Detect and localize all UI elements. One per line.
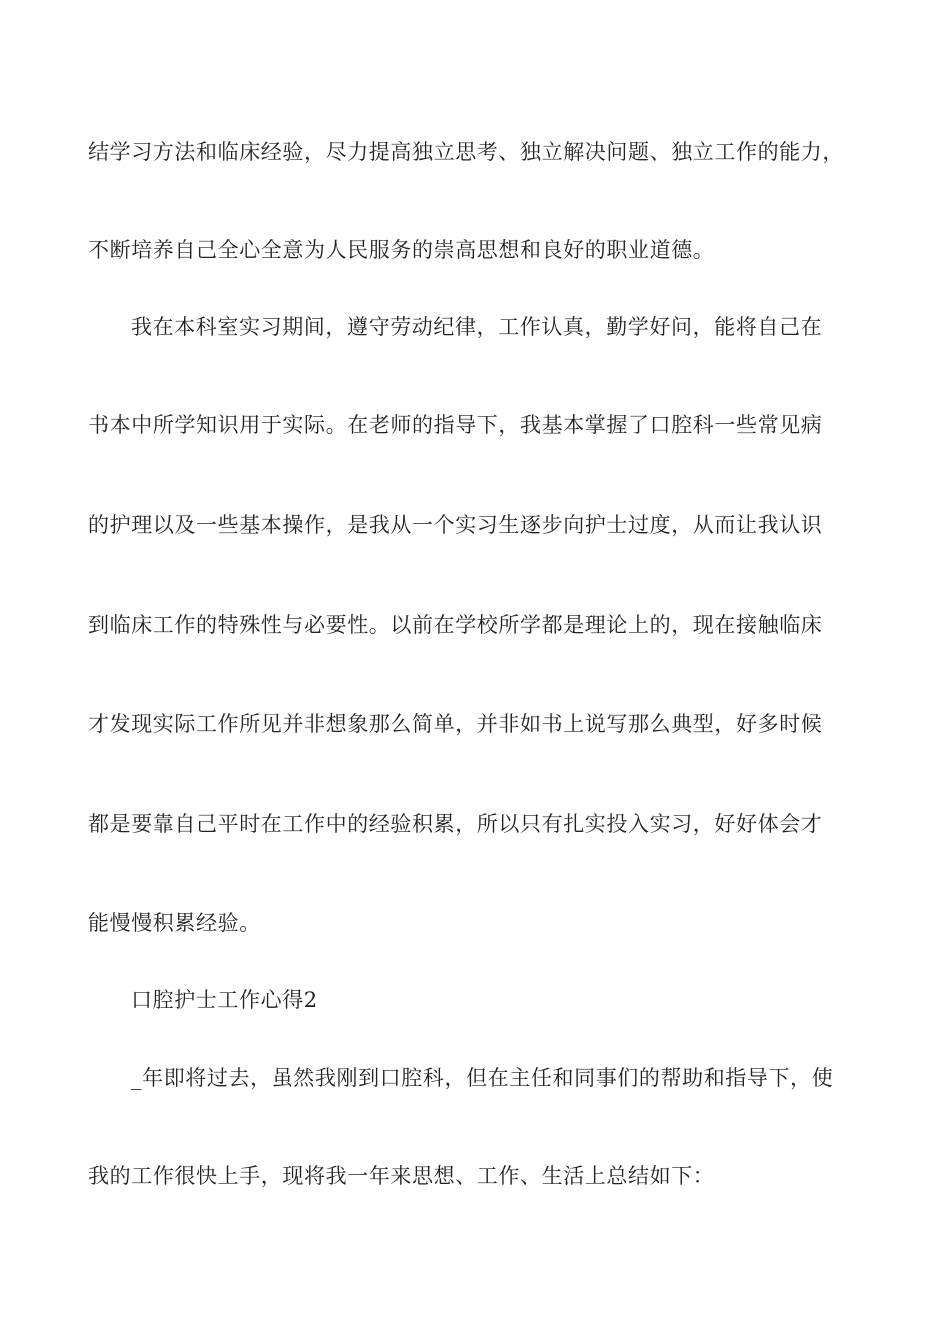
body-text-line: 不断培养自己全心全意为人民服务的崇高思想和良好的职业道德。 [88, 238, 715, 262]
body-text-line: 结学习方法和临床经验，尽力提高独立思考、独立解决问题、独立工作的能力， [88, 140, 844, 164]
body-text-line: 书本中所学知识用于实际。在老师的指导下，我基本掌握了口腔科一些常见病 [88, 413, 823, 437]
section-heading: 口腔护士工作心得2 [131, 988, 318, 1012]
body-text-line: 才发现实际工作所见并非想象那么简单，并非如书上说写那么典型，好多时候 [88, 712, 823, 736]
paragraph-first-line: _年即将过去，虽然我刚到口腔科，但在主任和同事们的帮助和指导下，使 [131, 1066, 834, 1090]
body-text-line: 到临床工作的特殊性与必要性。以前在学校所学都是理论上的，现在接触临床 [88, 613, 823, 637]
body-text-line: 都是要靠自己平时在工作中的经验积累，所以只有扎实投入实习，好好体会才 [88, 812, 823, 836]
paragraph-first-line: 我在本科室实习期间，遵守劳动纪律，工作认真，勤学好问，能将自己在 [131, 315, 823, 339]
body-text-line: 我的工作很快上手，现将我一年来思想、工作、生活上总结如下： [88, 1164, 715, 1188]
body-text-line: 能慢慢积累经验。 [88, 911, 261, 935]
body-text-line: 的护理以及一些基本操作，是我从一个实习生逐步向护士过度，从而让我认识 [88, 513, 823, 537]
